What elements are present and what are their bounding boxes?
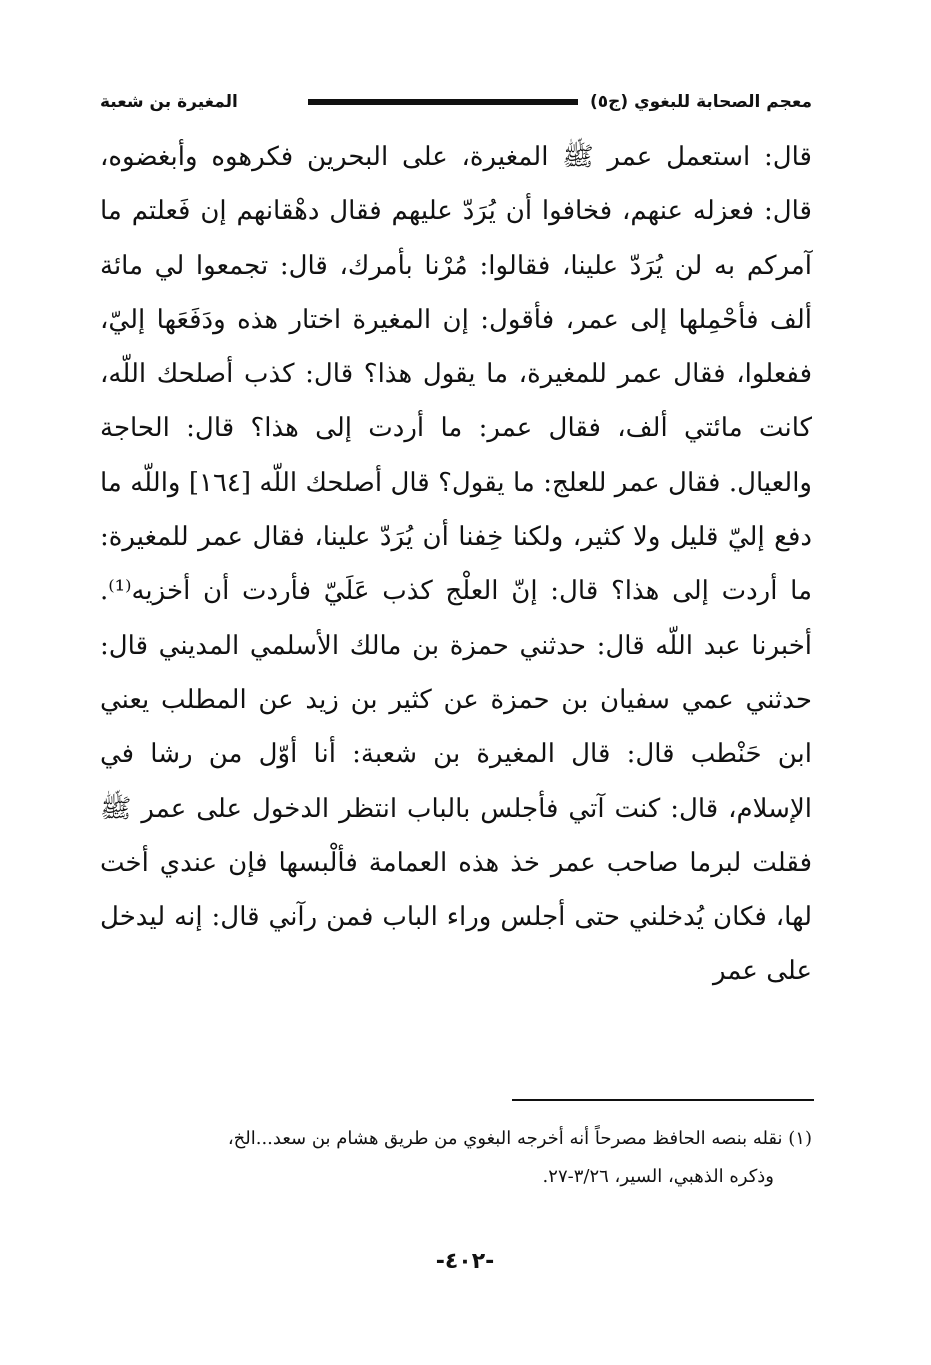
paragraph-2: أخبرنا عبد اللّه قال: حدثني حمزة بن مالك الأسلمي المديني قال: حدثني عمي سفيان بن حمزة عن كثير بن زيد عن المطلب يعني ابن حَنْطب قال: قال المغيرة بن شعبة: أنا أوّل من رشا في الإسلام، قال: كنت آتي فأجلس بالباب انتظر الدخول على عمر ﷺ فقلت لبرما صاحب عمر خذ هذه العمامة فألْبسها فإن عندي أخت لها، فكان يُدخلني حتى أجلس وراء الباب فمن رآني قال: إنه ليدخل على عمر	[100, 630, 812, 987]
paragraph-1: قال: استعمل عمر ﷺ المغيرة، على البحرين فكرهوه وأبغضوه، قال: فعزله عنهم، فخافوا أن يُرَدّ عليهم فقال دهْقانهم إن فَعلتم ما آمركم به لن يُرَدّ علينا، فقالوا: مُرْنا بأمرك، قال: تجمعوا لي مائة ألف فأحْمِلها إلى عمر، فأقول: إن المغيرة اختار هذه ودَفَعَها إليّ، ففعلوا، فقال عمر للمغيرة، ما يقول هذا؟ قال: كذب أصلحك اللّه، كانت مائتي ألف، فقال عمر: ما أردت إلى هذا؟ قال: الحاجة والعيال. فقال عمر للعلج: ما يقول؟ قال أصلحك اللّه [١٦٤] واللّه ما دفع إليّ قليل ولا كثير، ولكنا خِفنا أن يُرَدّ علينا، فقال عمر للمغيرة: ما أردت إلى هذا؟ قال: إنّ العلْج كذب عَلَيّ فأردت أن أخزيه⁽¹⁾.	[100, 142, 812, 607]
footnote	[100, 1120, 812, 1196]
footnote-line-1: (١) نقله بنصه الحافظ مصرحاً أنه أخرجه البغوي من طريق هشام بن سعد...الخ،	[227, 1128, 812, 1149]
book-title: معجم الصحابة للبغوي (ج٥)	[589, 92, 812, 112]
chapter-title: المغيرة بن شعبة	[100, 92, 238, 112]
footnote-separator	[512, 1099, 814, 1101]
page-number: -٤٠٢-	[435, 1249, 495, 1274]
running-header	[100, 84, 812, 120]
footnote-line-2: وذكره الذهبي، السير، ٣/٢٦-٢٧.	[542, 1166, 774, 1187]
header-rule	[308, 99, 578, 105]
body-text	[100, 130, 812, 999]
